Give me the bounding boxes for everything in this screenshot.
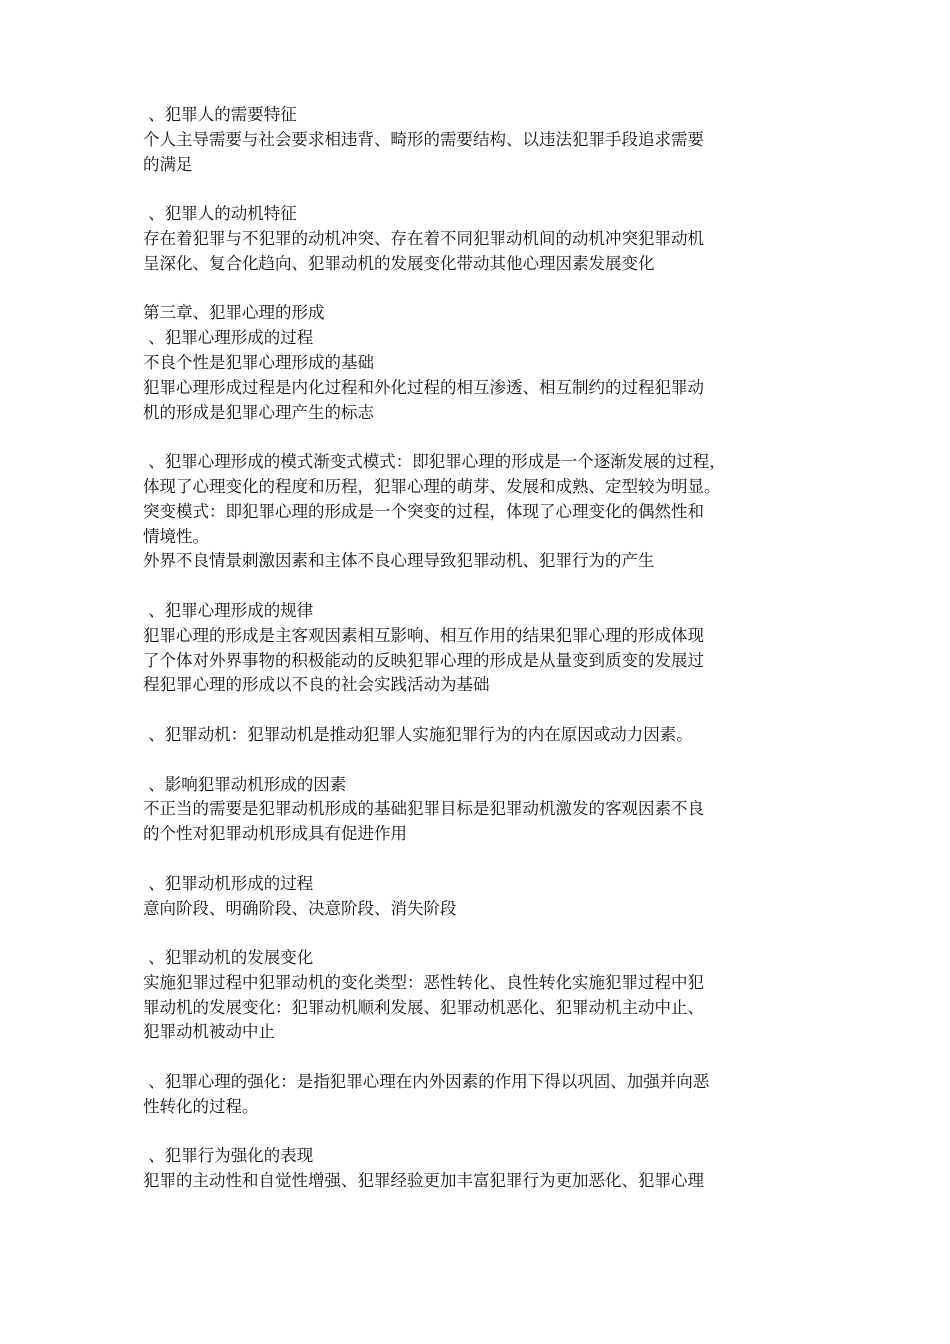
section-heading: 、犯罪动机形成的过程	[143, 873, 314, 893]
section-heading: 、犯罪心理形成的规律	[143, 600, 314, 620]
body-line: 不正当的需要是犯罪动机形成的基础犯罪目标是犯罪动机激发的客观因素不良	[143, 799, 704, 819]
body-line: 机的形成是犯罪心理产生的标志	[143, 402, 374, 422]
paragraph-gap	[143, 574, 823, 599]
body-line: 犯罪动机被动中止	[143, 1022, 275, 1042]
section-heading: 、犯罪人的动机特征	[143, 204, 297, 224]
paragraph-gap	[143, 277, 823, 302]
body-line: 突变模式：即犯罪心理的形成是一个突变的过程，体现了心理变化的偶然性和	[143, 501, 704, 521]
section-heading: 、犯罪心理形成的过程	[143, 328, 314, 348]
body-line: 、犯罪心理形成的模式渐变式模式：即犯罪心理的形成是一个逐渐发展的过程，	[143, 452, 726, 472]
body-line: 犯罪心理形成过程是内化过程和外化过程的相互渗透、相互制约的过程犯罪动	[143, 377, 704, 397]
paragraph-gap	[143, 425, 823, 450]
body-line: 个人主导需要与社会要求相违背、畸形的需要结构、以违法犯罪手段追求需要	[143, 129, 704, 149]
body-line: 存在着犯罪与不犯罪的动机冲突、存在着不同犯罪动机间的动机冲突犯罪动机	[143, 228, 704, 248]
body-line: 、犯罪动机：犯罪动机是推动犯罪人实施犯罪行为的内在原因或动力因素。	[143, 724, 693, 744]
paragraph-gap	[143, 698, 823, 723]
body-line: 罪动机的发展变化：犯罪动机顺利发展、犯罪动机恶化、犯罪动机主动中止、	[143, 997, 704, 1017]
body-line: 外界不良情景刺激因素和主体不良心理导致犯罪动机、犯罪行为的产生	[143, 551, 655, 571]
paragraph-gap	[143, 748, 823, 773]
body-line: 犯罪的主动性和自觉性增强、犯罪经验更加丰富犯罪行为更加恶化、犯罪心理	[143, 1171, 704, 1191]
document-page	[143, 103, 823, 1194]
body-line: 呈深化、复合化趋向、犯罪动机的发展变化带动其他心理因素发展变化	[143, 253, 655, 273]
body-line: 情境性。	[143, 526, 209, 546]
section-heading: 、犯罪行为强化的表现	[143, 1146, 314, 1166]
section-heading: 、犯罪人的需要特征	[143, 105, 297, 124]
paragraph-gap	[143, 847, 823, 872]
body-line: 实施犯罪过程中犯罪动机的变化类型：恶性转化、良性转化实施犯罪过程中犯	[143, 972, 704, 992]
body-line: 犯罪心理的形成是主客观因素相互影响、相互作用的结果犯罪心理的形成体现	[143, 625, 704, 645]
body-line: 、犯罪心理的强化：是指犯罪心理在内外因素的作用下得以巩固、加强并向恶	[143, 1072, 710, 1092]
section-heading: 、影响犯罪动机形成的因素	[143, 774, 347, 794]
body-line: 的个性对犯罪动机形成具有促进作用	[143, 824, 407, 844]
body-line: 性转化的过程。	[143, 1096, 259, 1116]
chapter-title: 第三章、犯罪心理的形成	[143, 303, 325, 323]
body-line: 了个体对外界事物的积极能动的反映犯罪心理的形成是从量变到质变的发展过	[143, 650, 704, 670]
paragraph-gap	[143, 1045, 823, 1070]
paragraph-gap	[143, 921, 823, 946]
body-line: 程犯罪心理的形成以不良的社会实践活动为基础	[143, 675, 490, 695]
paragraph-gap	[143, 1120, 823, 1145]
body-line: 的满足	[143, 154, 193, 174]
body-line: 体现了心理变化的程度和历程，犯罪心理的萌芽、发展和成熟、定型较为明显。	[143, 476, 721, 496]
body-line: 意向阶段、明确阶段、决意阶段、消失阶段	[143, 898, 457, 918]
paragraph-gap	[143, 177, 823, 202]
body-line: 不良个性是犯罪心理形成的基础	[143, 352, 374, 372]
section-heading: 、犯罪动机的发展变化	[143, 948, 314, 968]
